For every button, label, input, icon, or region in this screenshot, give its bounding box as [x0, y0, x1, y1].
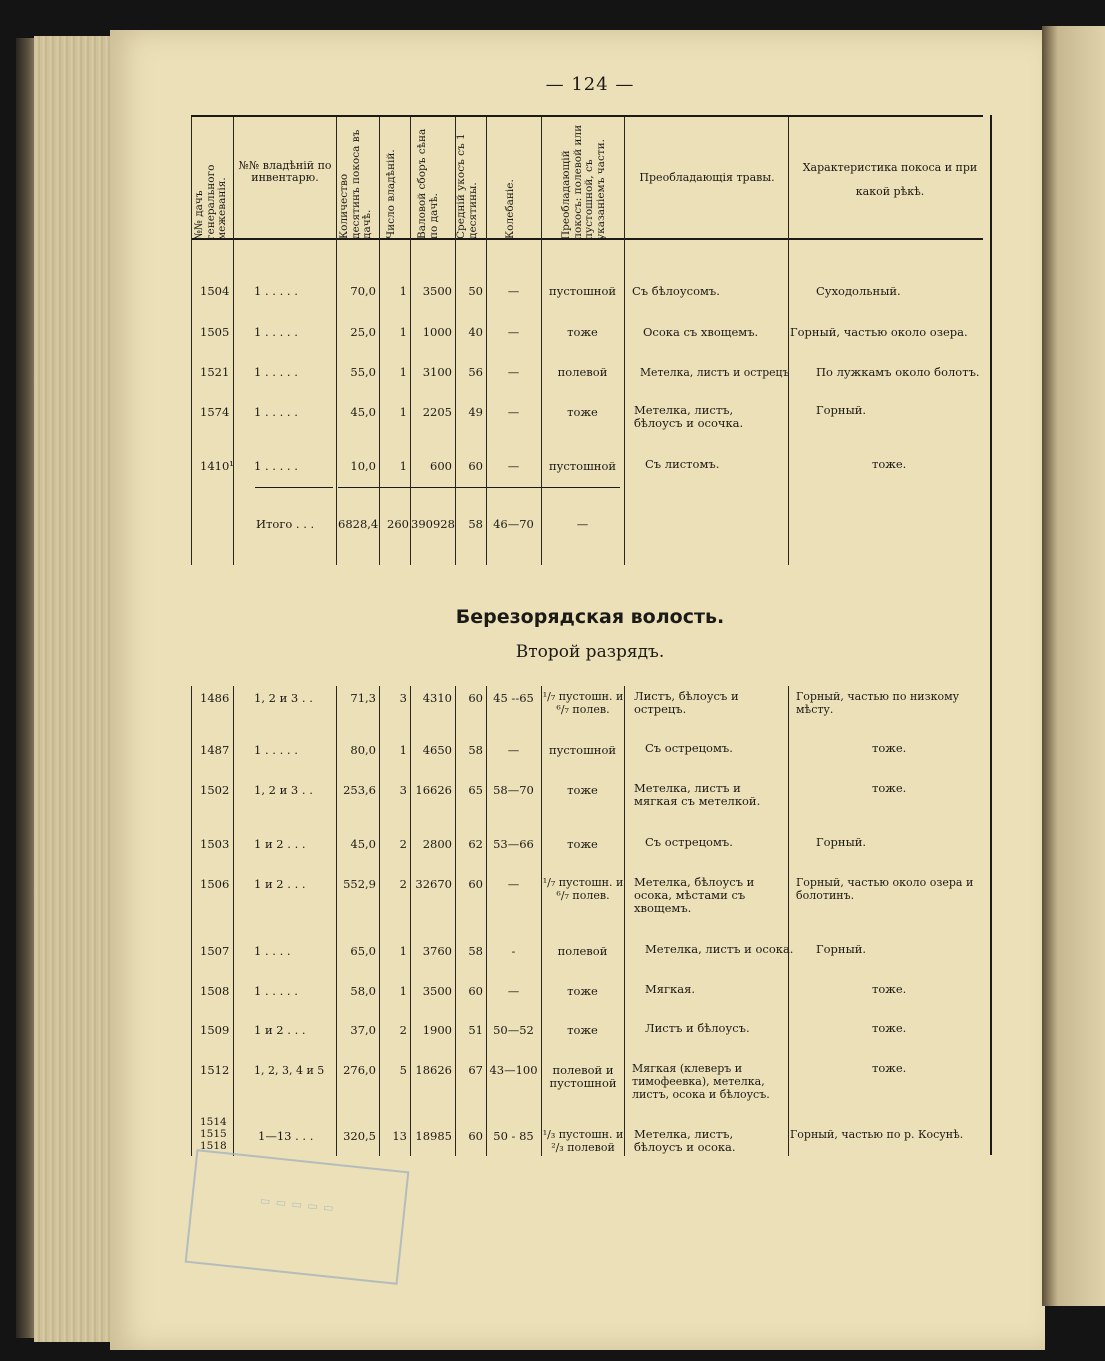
header-characteristic: Характеристика покоса и при какой рѣкѣ. [802, 161, 978, 198]
characteristic: тоже. [872, 741, 907, 755]
col-line [336, 117, 337, 565]
characteristic: тоже. [872, 457, 907, 471]
inventory-number: 1 . . . . . [254, 365, 298, 379]
average-yield: 58 [468, 944, 483, 958]
area: 71,3 [350, 691, 376, 705]
average-yield: 67 [468, 1063, 483, 1077]
owners: 1 [399, 984, 407, 998]
area: 55,0 [350, 365, 376, 379]
fluctuation: — [507, 984, 520, 998]
meadow-type: тоже [567, 1023, 598, 1037]
total-hay: 3760 [422, 944, 452, 958]
dacha-number: 1514 1515 1518 [200, 1116, 227, 1152]
characteristic: тоже. [872, 1061, 907, 1075]
area: 65,0 [350, 944, 376, 958]
fluctuation: — [507, 365, 520, 379]
inventory-number: 1—13 . . . [258, 1129, 314, 1143]
average-yield: 50 [468, 284, 483, 298]
total-hay: 4650 [422, 743, 452, 757]
library-stamp [185, 1149, 410, 1285]
average-yield: 56 [468, 365, 483, 379]
area: 25,0 [350, 325, 376, 339]
area: 80,0 [350, 743, 376, 757]
characteristic: Горный, частью по р. Косунѣ. [790, 1128, 964, 1141]
inventory-number: 1, 2 и 3 . . [254, 691, 313, 705]
inventory-number: 1 . . . . . [254, 325, 298, 339]
fluctuation: — [507, 743, 520, 757]
col-line [541, 117, 542, 565]
inventory-number: 1 . . . . . [254, 405, 298, 419]
average-yield: 51 [468, 1023, 483, 1037]
meadow-type: пустошной [548, 743, 617, 757]
total-hay: 4310 [422, 691, 452, 705]
grasses: Мягкая. [645, 982, 696, 996]
total-hay: 18985 [415, 1129, 452, 1143]
dacha-number: 1574 [200, 405, 230, 419]
col-line [788, 686, 789, 1156]
col-line [486, 117, 487, 565]
meadow-type: тоже [567, 984, 598, 998]
header-inventory-number: №№ владѣній по инвентарю. [238, 159, 332, 184]
col-line [624, 686, 625, 1156]
characteristic: тоже. [872, 781, 907, 795]
inventory-number: 1, 2 и 3 . . [254, 783, 313, 797]
dacha-number: 1505 [200, 325, 230, 339]
col-line [624, 117, 625, 565]
characteristic: Горный. [816, 835, 867, 849]
dacha-number: 1487 [200, 743, 230, 757]
meadow-type: тоже [567, 325, 598, 339]
header-average-yield: Средній укосъ съ 1 десятины. [455, 133, 479, 239]
col-line [233, 686, 234, 1156]
dacha-number: 1486 [200, 691, 230, 705]
col-line [191, 117, 192, 565]
total-separator-right [338, 487, 620, 488]
area: 45,0 [350, 837, 376, 851]
fluctuation: — [507, 877, 520, 891]
area: 45,0 [350, 405, 376, 419]
inventory-number: 1 и 2 . . . [254, 877, 306, 891]
owners: 1 [399, 325, 407, 339]
area: 253,6 [343, 783, 376, 797]
dacha-number: 1504 [200, 284, 230, 298]
col-line [233, 117, 234, 565]
fluctuation: — [507, 405, 520, 419]
characteristic: По лужкамъ около болотъ. [816, 365, 980, 379]
dacha-number: 1509 [200, 1023, 230, 1037]
table-right-border [990, 115, 992, 1155]
meadow-type: полевой [557, 944, 608, 958]
section-subtitle: Второй разрядъ. [515, 642, 665, 662]
average-yield: 60 [468, 1129, 483, 1143]
grasses: Листъ, бѣлоусъ и острецъ. [634, 689, 739, 716]
average-yield: 58 [468, 743, 483, 757]
area: 10,0 [350, 459, 376, 473]
inventory-number: 1 . . . . . [254, 743, 298, 757]
owners: 13 [392, 1129, 407, 1143]
fluctuation: - [511, 944, 516, 958]
characteristic: Горный, частью около озера. [790, 325, 968, 339]
characteristic: Горный. [816, 403, 867, 417]
header-total-hay: Валовой сборъ сѣна по дачѣ. [416, 128, 440, 239]
owners: 3 [399, 783, 407, 797]
total-hay: 3100 [422, 365, 452, 379]
meadow-type: ¹/₃ пустошн. и ²/₃ полевой [542, 1128, 624, 1154]
average-yield: 60 [468, 691, 483, 705]
area: 276,0 [343, 1063, 376, 1077]
characteristic: Суходольный. [816, 284, 901, 298]
dacha-number: 1503 [200, 837, 230, 851]
total-fluctuation: 46—70 [493, 517, 534, 531]
owners: 1 [399, 284, 407, 298]
fluctuation: 45 --65 [493, 691, 534, 705]
area: 70,0 [350, 284, 376, 298]
owners: 1 [399, 365, 407, 379]
col-line [191, 686, 192, 1156]
total-owners: 260 [387, 517, 409, 531]
header-area: Количество десятинъ покоса въ дачѣ. [338, 129, 373, 239]
average-yield: 62 [468, 837, 483, 851]
dacha-number: 1512 [200, 1063, 230, 1077]
total-hay: 3500 [422, 284, 452, 298]
fluctuation: 53—66 [493, 837, 534, 851]
owners: 2 [399, 1023, 407, 1037]
area: 37,0 [350, 1023, 376, 1037]
meadow-type: полевой и пустошной [549, 1063, 617, 1090]
inventory-number: 1 . . . . . [254, 459, 298, 473]
total-type: — [576, 517, 589, 531]
fluctuation: — [507, 325, 520, 339]
col-line [788, 117, 789, 565]
characteristic: тоже. [872, 982, 907, 996]
grasses: Метелка, листъ и осока. [645, 942, 794, 956]
owners: 1 [399, 944, 407, 958]
area: 552,9 [343, 877, 376, 891]
header-prevailing-grasses: Преобладающія травы. [639, 171, 775, 184]
dacha-number: 1521 [200, 365, 230, 379]
inventory-number: 1 . . . . . [254, 284, 298, 298]
grasses: Мягкая (клеверъ и тимофеевка), метелка, листъ, осока и бѣлоусъ. [632, 1062, 770, 1101]
total-hay: 2205 [422, 405, 452, 419]
meadow-type: тоже [567, 783, 598, 797]
average-yield: 60 [468, 984, 483, 998]
owners: 2 [399, 877, 407, 891]
dacha-number: 1508 [200, 984, 230, 998]
grasses: Листъ и бѣлоусъ. [645, 1021, 750, 1035]
grasses: Съ острецомъ. [645, 741, 733, 755]
inventory-number: 1 . . . . . [254, 984, 298, 998]
meadow-type: пустошной [548, 459, 617, 473]
page-number: — 124 — [545, 74, 635, 95]
grasses: Метелка, листъ, бѣлоусъ и осочка. [634, 403, 744, 430]
grasses: Метелка, листъ и острецъ [640, 366, 790, 379]
owners: 3 [399, 691, 407, 705]
grasses: Метелка, бѣлоусъ и осока, мѣстами съ хвощемъ. [634, 875, 755, 915]
grasses: Съ бѣлоусомъ. [632, 284, 720, 298]
meadow-type: полевой [557, 365, 608, 379]
average-yield: 40 [468, 325, 483, 339]
table-top-rule [191, 115, 983, 117]
owners: 1 [399, 459, 407, 473]
owners: 2 [399, 837, 407, 851]
inventory-number: 1 и 2 . . . [254, 1023, 306, 1037]
stamp-text: ▭ ▭ ▭ ▭ ▭ [259, 1194, 336, 1215]
total-hay: 1000 [422, 325, 452, 339]
average-yield: 65 [468, 783, 483, 797]
header-owners: Число владѣній. [385, 149, 397, 239]
total-hay: 1900 [422, 1023, 452, 1037]
characteristic: Горный, частью по низкому мѣсту. [796, 690, 960, 716]
fluctuation: — [507, 284, 520, 298]
col-line [410, 117, 411, 565]
meadow-type: пустошной [548, 284, 617, 298]
total-area: 6828,4 [338, 517, 379, 531]
total-hay: 32670 [415, 877, 452, 891]
total-separator-left [255, 487, 333, 488]
grasses: Съ острецомъ. [645, 835, 733, 849]
section-title: Березорядская волость. [455, 606, 725, 628]
average-yield: 60 [468, 877, 483, 891]
header-prevailing-type: Преобладающій покосъ: полевой или пустошной, съ указаніемъ части. [560, 124, 607, 240]
grasses: Съ листомъ. [645, 457, 720, 471]
total-hay: 600 [430, 459, 452, 473]
grasses: Осока съ хвощемъ. [643, 325, 759, 339]
fluctuation: 43—100 [489, 1063, 538, 1077]
inventory-number: 1, 2, 3, 4 и 5 [254, 1064, 325, 1077]
owners: 1 [399, 743, 407, 757]
fluctuation: 58—70 [493, 783, 534, 797]
grasses: Метелка, листъ и мягкая съ метелкой. [634, 781, 761, 808]
meadow-type: тоже [567, 837, 598, 851]
inventory-number: 1 . . . . [254, 944, 291, 958]
dacha-number: 1507 [200, 944, 230, 958]
meadow-type: ¹/₇ пустошн. и ⁶/₇ полев. [542, 690, 624, 716]
grasses: Метелка, листъ, бѣлоусъ и осока. [634, 1127, 736, 1154]
characteristic: Горный, частью около озера и болотинъ. [796, 876, 974, 902]
average-yield: 49 [468, 405, 483, 419]
area: 58,0 [350, 984, 376, 998]
total-hay: 16626 [415, 783, 452, 797]
dacha-number: 1410¹ [200, 459, 234, 473]
total-hay: 390928 [411, 517, 455, 531]
meadow-type: тоже [567, 405, 598, 419]
meadow-type: ¹/₇ пустошн. и ⁶/₇ полев. [542, 876, 624, 902]
owners: 5 [399, 1063, 407, 1077]
total-hay: 18626 [415, 1063, 452, 1077]
book-spine-edge [16, 38, 36, 1338]
characteristic: Горный. [816, 942, 867, 956]
dacha-number: 1502 [200, 783, 230, 797]
dacha-number: 1506 [200, 877, 230, 891]
inventory-number: 1 и 2 . . . [254, 837, 306, 851]
characteristic: тоже. [872, 1021, 907, 1035]
header-fluctuation: Колебаніе. [504, 179, 516, 239]
fluctuation: — [507, 459, 520, 473]
col-line [336, 686, 337, 1156]
fluctuation: 50 - 85 [493, 1129, 534, 1143]
header-dacha-number: №№ дачъ генерального межеванія. [193, 164, 228, 240]
col-line [379, 117, 380, 565]
average-yield: 60 [468, 459, 483, 473]
total-label: Итого . . . [256, 517, 315, 531]
total-hay: 2800 [422, 837, 452, 851]
total-hay: 3500 [422, 984, 452, 998]
area: 320,5 [343, 1129, 376, 1143]
total-average: 58 [468, 517, 483, 531]
fluctuation: 50—52 [493, 1023, 534, 1037]
owners: 1 [399, 405, 407, 419]
facing-page-edge [1042, 26, 1105, 1306]
